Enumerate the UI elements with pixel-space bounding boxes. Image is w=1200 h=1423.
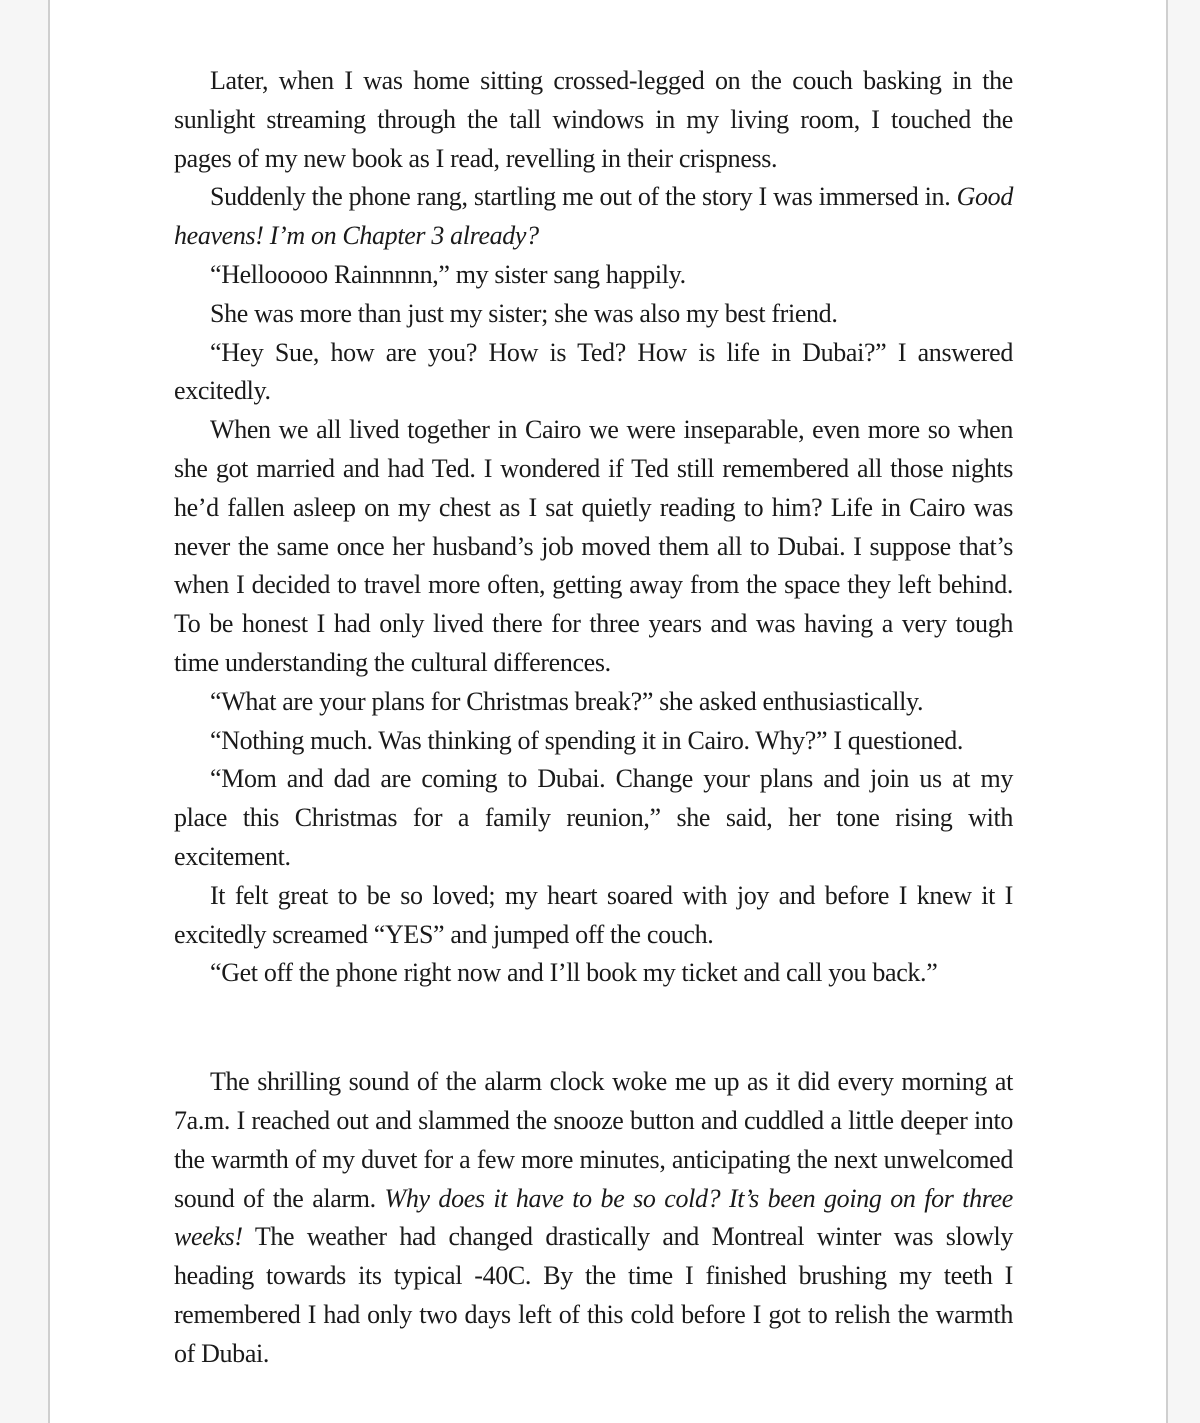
paragraph (174, 295, 1013, 334)
paragraph-text: The weather had changed drastically and Montreal winter was slowly heading towards its typical -40C. By the time I finished brushing my teeth I remembered I had only two days left of this cold before I got to relish the warmth of Dubai. (174, 1222, 1013, 1368)
section-2 (174, 1063, 1013, 1373)
paragraph (174, 760, 1013, 876)
section-1 (174, 62, 1013, 993)
paragraph-text: She was more than just my sister; she was also my best friend. (210, 298, 838, 328)
paragraph (174, 411, 1013, 683)
paragraph-text: The shrilling sound of the alarm clock woke me up as it did every morning at 7a.m. I reached out and slammed the snooze button and cuddled a little deeper into the warmth of my duvet for a few more minutes, anticipating the next unwelcomed sound of the alarm. (174, 1067, 1013, 1213)
document-page (48, 0, 1168, 1423)
document-body (174, 62, 1013, 1374)
paragraph-text: “Nothing much. Was thinking of spending it in Cairo. Why?” I questioned. (210, 725, 964, 755)
paragraph-text: “Hellooooo Rainnnnn,” my sister sang happily. (210, 259, 686, 289)
paragraph (174, 722, 1013, 761)
paragraph (174, 1063, 1013, 1373)
paragraph-text: “Get off the phone right now and I’ll book my ticket and call you back.” (210, 958, 938, 988)
paragraph (174, 178, 1013, 256)
paragraph-text: It felt great to be so loved; my heart soared with joy and before I knew it I excitedly screamed “YES” and jumped off the couch. (174, 880, 1013, 949)
paragraph-text: Later, when I was home sitting crossed-legged on the couch basking in the sunlight streaming through the tall windows in my living room, I touched the pages of my new book as I read, revelling in their crispness. (174, 66, 1013, 173)
paragraph (174, 62, 1013, 178)
paragraph-text: When we all lived together in Cairo we were inseparable, even more so when she got married and had Ted. I wondered if Ted still remembered all those nights he’d fallen asleep on my chest as I sat quietly reading to him? Life in Cairo was never the same once her husband’s job moved them all to Dubai. I suppose that’s when I decided to travel more often, getting away from the space they left behind. To be honest I had only lived there for three years and was having a very tough time understanding the cultural differences. (174, 415, 1013, 677)
paragraph (174, 954, 1013, 993)
paragraph-text: Suddenly the phone rang, startling me out of the story I was immersed in. (210, 182, 957, 212)
section-break (174, 993, 1013, 1063)
paragraph (174, 256, 1013, 295)
paragraph-text: “Hey Sue, how are you? How is Ted? How is life in Dubai?” I answered excitedly. (174, 337, 1013, 406)
paragraph-text: “Mom and dad are coming to Dubai. Change your plans and join us at my place this Christmas for a family reunion,” she said, her tone rising with excitement. (174, 764, 1013, 871)
italic-thought: Why does it have to be so cold? It’s been going on for three weeks! (174, 1183, 1013, 1252)
italic-thought: Good heavens! I’m on Chapter 3 already? (174, 182, 1013, 251)
paragraph (174, 877, 1013, 955)
paragraph-text: “What are your plans for Christmas break?” she asked enthusiastically. (210, 686, 924, 716)
paragraph (174, 334, 1013, 412)
paragraph (174, 683, 1013, 722)
